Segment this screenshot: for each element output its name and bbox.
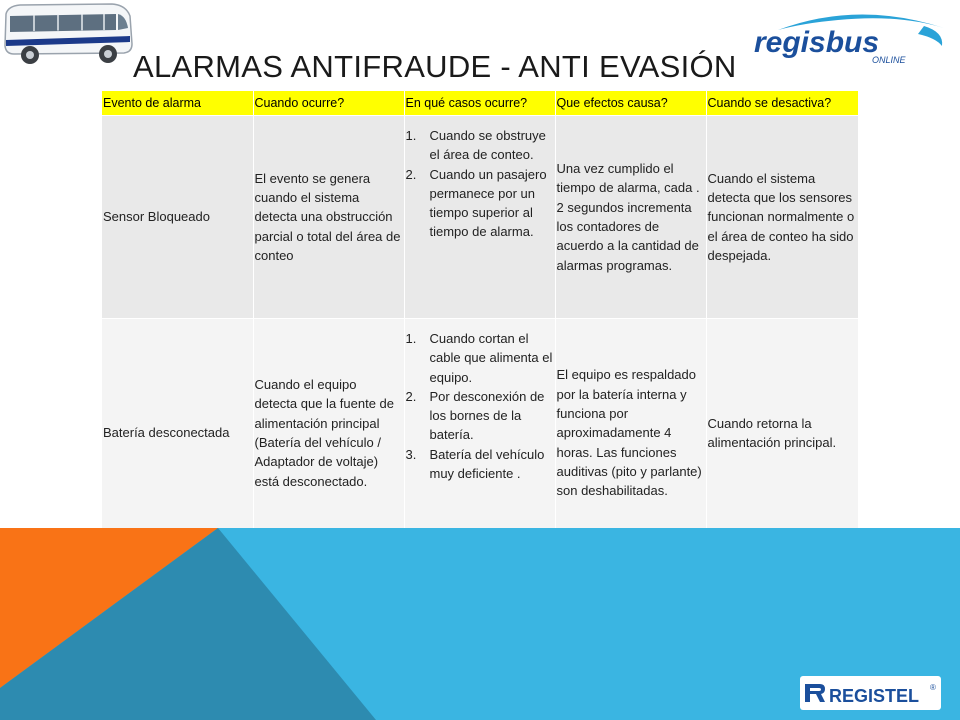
list-number: 2. <box>405 388 417 404</box>
list-text: Batería del vehículo muy deficiente . <box>429 446 545 482</box>
list-number: 3. <box>405 446 417 462</box>
header-casos: En qué casos ocurre? <box>404 91 555 116</box>
list-text: Cuando un pasajero permanece por un tiempo superior al tiempo de alarma. <box>429 166 547 240</box>
cell-when: Cuando el equipo detecta que la fuente de alimentación principal (Batería del vehículo / Adaptador de voltaje) está desconectado. <box>253 319 404 548</box>
cell-event: Batería desconectada <box>102 319 253 548</box>
list-text: Cuando cortan el cable que alimenta el equipo. <box>429 331 553 385</box>
alarm-table <box>102 91 859 547</box>
header-evento: Evento de alarma <box>102 91 253 116</box>
header-efectos: Que efectos causa? <box>555 91 706 116</box>
list-number: 1. <box>405 331 417 346</box>
regisbus-logo <box>748 8 948 70</box>
cell-effects: Una vez cumplido el tiempo de alarma, cada . 2 segundos incrementa los contadores de acuerdo a la cantidad de alarmas programas. <box>555 116 706 319</box>
table-row <box>102 319 858 548</box>
cell-cases <box>404 116 555 319</box>
cell-when: El evento se genera cuando el sistema detecta una obstrucción parcial o total del área de conteo <box>253 116 404 319</box>
regisbus-logo-sub: ONLINE <box>872 55 906 65</box>
table-row <box>102 116 858 319</box>
cell-deactivate: Cuando el sistema detecta que los sensores funcionan normalmente o el área de conteo ha sido despejada. <box>706 116 858 319</box>
list-number: 1. <box>405 128 417 143</box>
cell-event: Sensor Bloqueado <box>102 116 253 319</box>
registel-logo <box>800 676 941 710</box>
list-item <box>406 445 554 484</box>
cases-list <box>406 329 554 483</box>
list-item <box>406 126 554 165</box>
bus-illustration <box>0 0 138 72</box>
header-desactiva: Cuando se desactiva? <box>706 91 858 116</box>
cell-deactivate: Cuando retorna la alimentación principal. <box>706 319 858 548</box>
cell-effects: El equipo es respaldado por la batería interna y funciona por aproximadamente 4 horas. Las funciones auditivas (pito y parlante) son deshabilitadas. <box>555 319 706 548</box>
list-number: 2. <box>405 166 417 182</box>
list-item <box>406 165 554 242</box>
list-text: Por desconexión de los bornes de la batería. <box>429 388 545 443</box>
registel-mark: ® <box>930 683 936 692</box>
cases-list <box>406 126 554 242</box>
header-cuando-ocurre: Cuando ocurre? <box>253 91 404 116</box>
regisbus-logo-main: regisbus <box>754 26 880 59</box>
page-title: ALARMAS ANTIFRAUDE - ANTI EVASIÓN <box>133 49 737 84</box>
cell-cases <box>404 319 555 548</box>
list-item <box>406 387 554 445</box>
table-header-row <box>102 91 858 116</box>
list-item <box>406 329 554 387</box>
registel-text: REGISTEL <box>829 686 920 706</box>
list-text: Cuando se obstruye el área de conteo. <box>429 128 546 163</box>
